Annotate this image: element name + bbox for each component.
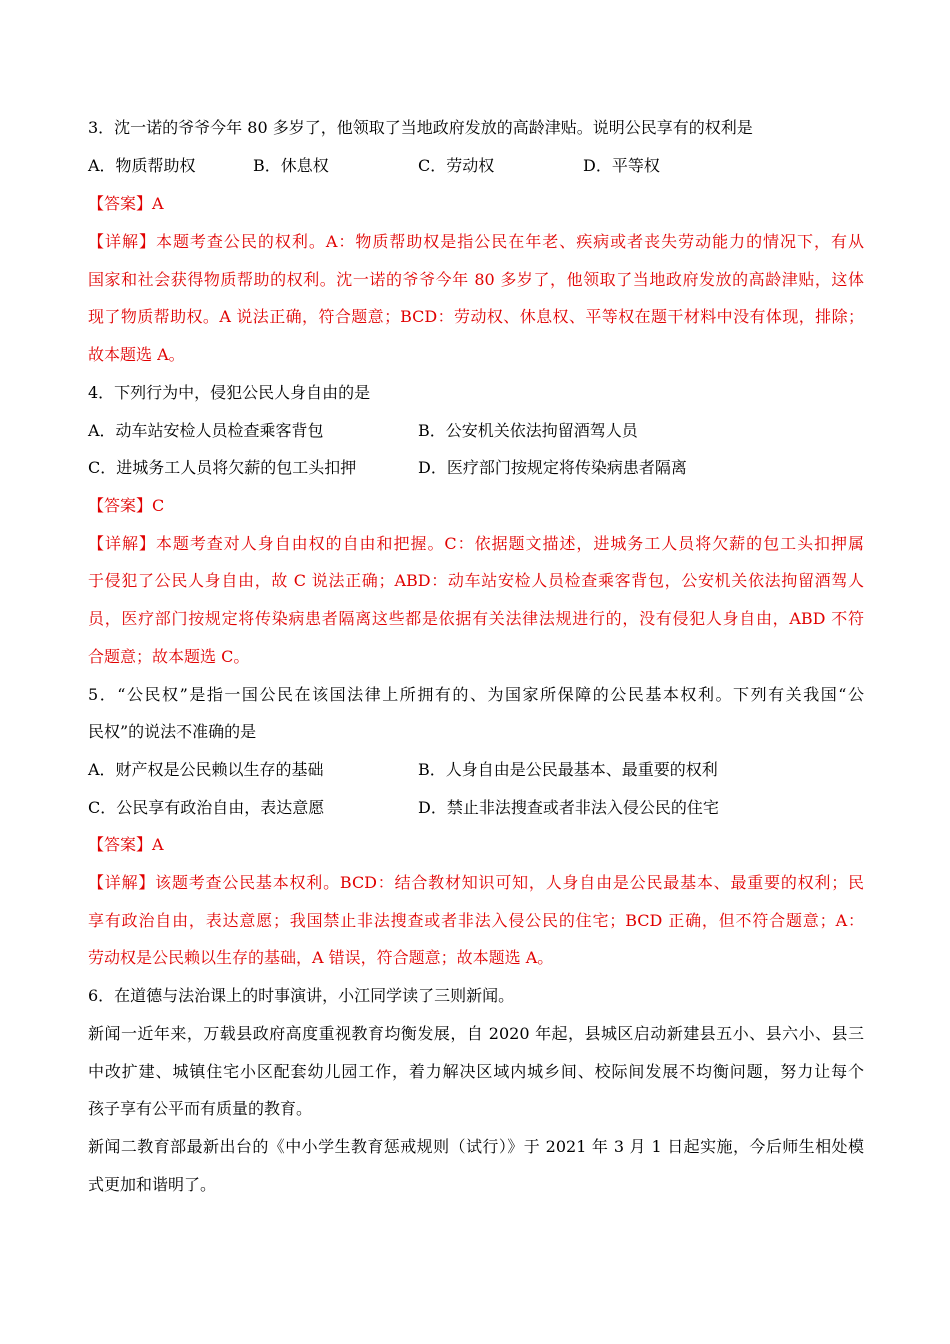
q5-option-a: A．财产权是公民赖以生存的基础 [88,760,324,779]
q6-news1-line: 新闻一近年来，万载县政府高度重视教育均衡发展，自 2020 年起，县城区启动新建县五小、县六小、县三 [88,1024,864,1043]
q6-news1-line: 孩子享有公平而有质量的教育。 [88,1099,313,1118]
q6-news2-line: 新闻二教育部最新出台的《中小学生教育惩戒规则（试行）》于 2021 年 3 月 1 日起实施，今后师生相处模 [88,1137,864,1156]
q3-detail-line: 【详解】本题考查公民的权利。A：物质帮助权是指公民在年老、疾病或者丧失劳动能力的情况下，有从 [88,232,864,251]
q4-option-b: B．公安机关依法拘留酒驾人员 [418,421,638,440]
q4-option-d: D．医疗部门按规定将传染病患者隔离 [418,458,687,477]
q4-detail-line: 员，医疗部门按规定将传染病患者隔离这些都是依据有关法律法规进行的，没有侵犯人身自由，ABD 不符 [88,609,864,628]
q5-answer: 【答案】A [88,835,164,854]
q6-news1-line: 中改扩建、城镇住宅小区配套幼儿园工作，着力解决区域内城乡间、校际间发展不均衡问题，努力让每个 [88,1062,864,1081]
q4-detail-line: 合题意；故本题选 C。 [88,647,250,666]
q3-stem: 3．沈一诺的爷爷今年 80 多岁了，他领取了当地政府发放的高龄津贴。说明公民享有的权利是 [88,118,753,137]
q5-detail-line: 劳动权是公民赖以生存的基础，A 错误，符合题意；故本题选 A。 [88,948,554,967]
q3-detail-line: 现了物质帮助权。A 说法正确，符合题意；BCD：劳动权、休息权、平等权在题干材料中没有体现，排除； [88,307,864,326]
q5-option-c: C．公民享有政治自由，表达意愿 [88,798,325,817]
q3-option-c: C．劳动权 [418,156,495,175]
q4-detail-line: 【详解】本题考查对人身自由权的自由和把握。C：依据题文描述，进城务工人员将欠薪的包工头扣押属 [88,534,864,553]
q4-detail-line: 于侵犯了公民人身自由，故 C 说法正确；ABD：动车站安检人员检查乘客背包，公安机关依法拘留酒驾人 [88,571,864,590]
q3-detail-line: 故本题选 A。 [88,345,185,364]
q3-option-d: D．平等权 [583,156,660,175]
q4-answer: 【答案】C [88,496,165,515]
q3-option-a: A．物质帮助权 [88,156,196,175]
q5-stem-line: 民权”的说法不准确的是 [88,722,257,741]
q6-news2-line: 式更加和谐明了。 [88,1175,217,1194]
q4-option-a: A．动车站安检人员检查乘客背包 [88,421,324,440]
q4-option-c: C．进城务工人员将欠薪的包工头扣押 [88,458,357,477]
q6-stem: 6．在道德与法治课上的时事演讲，小江同学读了三则新闻。 [88,986,515,1005]
q3-answer: 【答案】A [88,194,164,213]
q5-stem-line: 5．“公民权”是指一国公民在该国法律上所拥有的、为国家所保障的公民基本权利。下列有关我国“公 [88,685,864,704]
q5-option-b: B．人身自由是公民最基本、最重要的权利 [418,760,718,779]
q5-detail-line: 【详解】该题考查公民基本权利。BCD：结合教材知识可知，人身自由是公民最基本、最重要的权利；民 [88,873,864,892]
q3-option-b: B．休息权 [253,156,329,175]
q3-detail-line: 国家和社会获得物质帮助的权利。沈一诺的爷爷今年 80 多岁了，他领取了当地政府发放的高龄津贴，这体 [88,270,864,289]
q4-stem: 4．下列行为中，侵犯公民人身自由的是 [88,383,371,402]
q5-option-d: D．禁止非法搜查或者非法入侵公民的住宅 [418,798,719,817]
q5-detail-line: 享有政治自由，表达意愿；我国禁止非法搜查或者非法入侵公民的住宅；BCD 正确，但不符合题意；A： [88,911,864,930]
